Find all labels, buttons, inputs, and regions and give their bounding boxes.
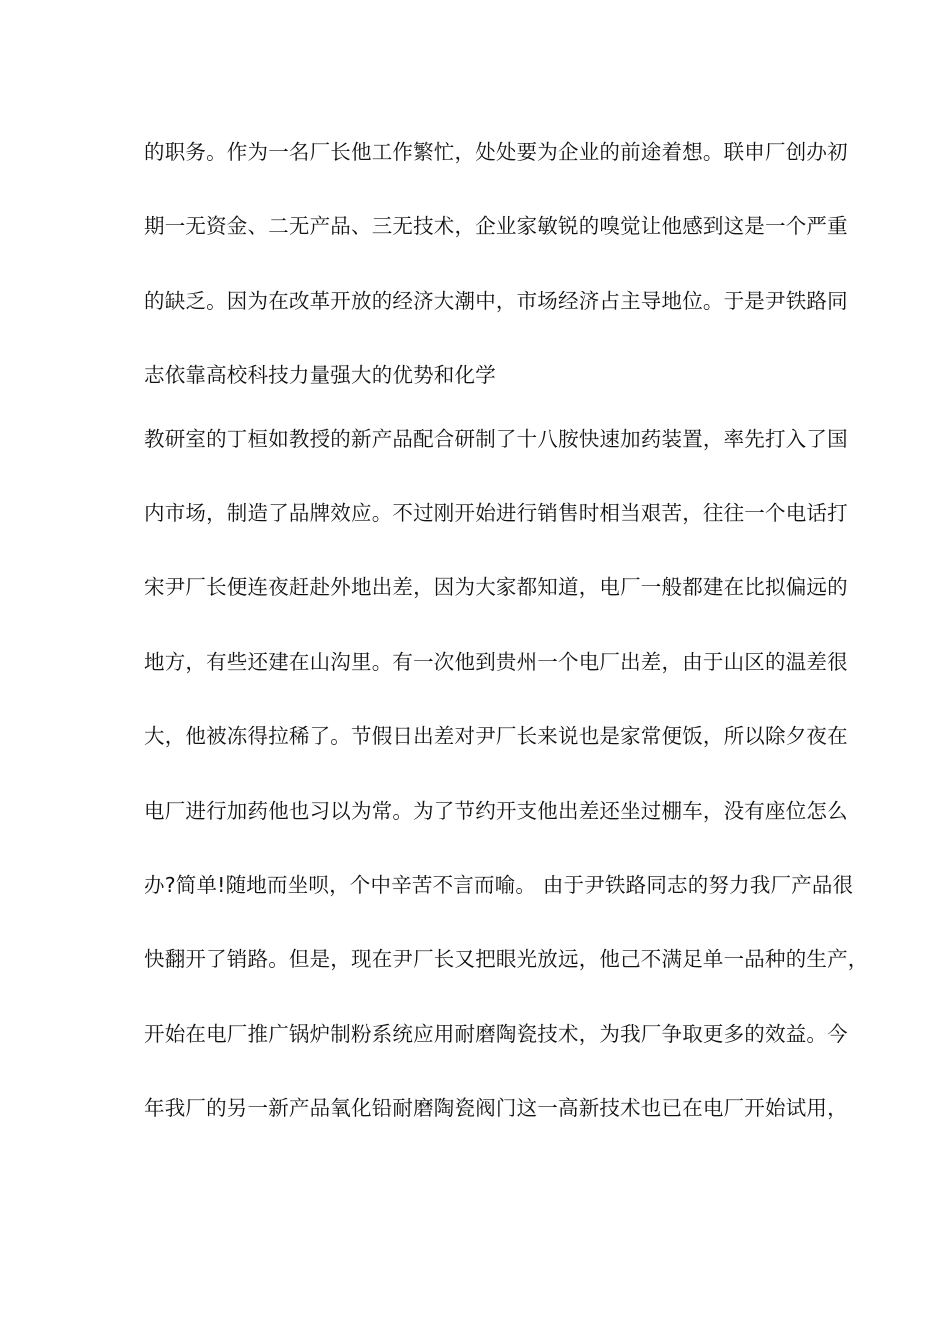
paragraph-line: 教研室的丁桓如教授的新产品配合研制了十八胺快速加药装置，率先打入了国 [144, 427, 848, 451]
paragraph-line: 宋尹厂长便连夜赶赴外地出差，因为大家都知道，电厂一般都建在比拟偏远的 [144, 575, 848, 599]
paragraph-line: 办?简单!随地而坐呗，个中辛苦不言而喻。 由于尹铁路同志的努力我厂产品很 [144, 873, 854, 897]
paragraph-line: 电厂进行加药他也习以为常。为了节约开支他出差还坐过棚车，没有座位怎么 [144, 799, 848, 823]
paragraph-line: 的缺乏。因为在改革开放的经济大潮中，市场经济占主导地位。于是尹铁路同 [144, 289, 848, 313]
paragraph-line: 大，他被冻得拉稀了。节假日出差对尹厂长来说也是家常便饭，所以除夕夜在 [144, 724, 848, 748]
paragraph-line: 内市场，制造了品牌效应。不过刚开始进行销售时相当艰苦，往往一个电话打 [144, 501, 848, 525]
paragraph-line: 地方，有些还建在山沟里。有一次他到贵州一个电厂出差，由于山区的温差很 [144, 650, 848, 674]
paragraph-line: 志依靠高校科技力量强大的优势和化学 [144, 363, 496, 387]
paragraph-line: 年我厂的另一新产品氧化铅耐磨陶瓷阀门这一高新技术也已在电厂开始试用， [144, 1096, 848, 1120]
paragraph-line: 快翻开了销路。但是，现在尹厂长又把眼光放远，他己不满足单一品种的生产， [144, 947, 869, 971]
paragraph-line: 的职务。作为一名厂长他工作繁忙，处处要为企业的前途着想。联申厂创办初 [144, 140, 848, 164]
paragraph-line: 期一无资金、二无产品、三无技术，企业家敏锐的嗅觉让他感到这是一个严重 [144, 214, 848, 238]
paragraph-line: 开始在电厂推广锅炉制粉系统应用耐磨陶瓷技术，为我厂争取更多的效益。今 [144, 1022, 848, 1046]
